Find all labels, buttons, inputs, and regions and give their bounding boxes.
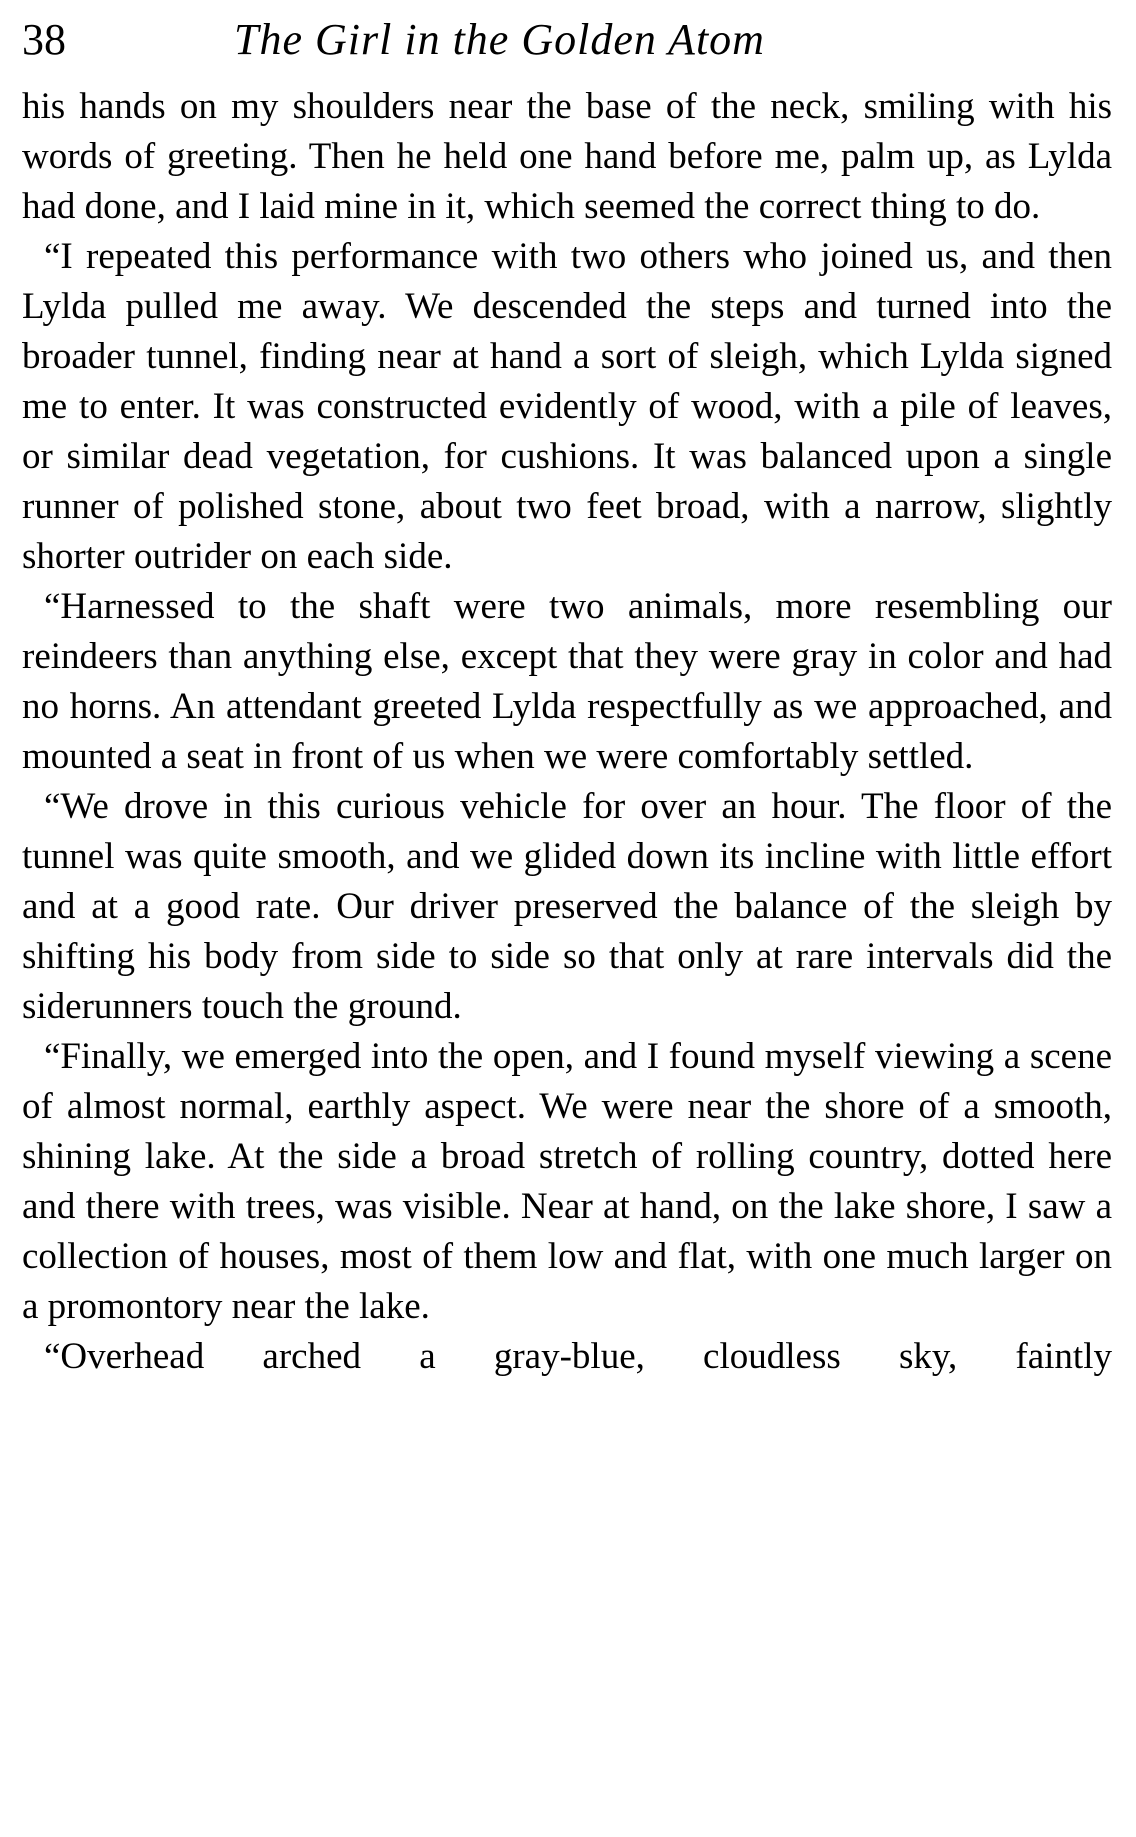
paragraph: “Finally, we emerged into the open, and I found myself viewing a scene of almost normal, earthly aspect. We were near the shore of a smooth, shining lake. At the side a broad stretch of rolling country, dotted here and there with trees, was visible. Near at hand, on the lake shore, I saw a collection of houses, most of them low and flat, with one much larger on a promontory near the lake.: [22, 1036, 1112, 1327]
page-number: 38: [22, 15, 66, 64]
running-head: [22, 16, 1112, 82]
body-text: [22, 82, 1112, 1382]
book-page: [22, 16, 1112, 1382]
paragraph: his hands on my shoulders near the base of the neck, smiling with his words of greeting. Then he held one hand before me, palm up, as Lylda had done, and I laid mine in it, which seemed the correct thing to do.: [22, 86, 1112, 227]
paragraph: “We drove in this curious vehicle for over an hour. The floor of the tunnel was quite smooth, and we glided down its incline with little effort and at a good rate. Our driver preserved the balance of the sleigh by shifting his body from side to side so that only at rare intervals did the siderunners touch the ground.: [22, 786, 1112, 1027]
paragraph: “I repeated this performance with two others who joined us, and then Lylda pulled me away. We descended the steps and turned into the broader tunnel, finding near at hand a sort of sleigh, which Lylda signed me to enter. It was constructed evidently of wood, with a pile of leaves, or similar dead vegetation, for cushions. It was balanced upon a single runner of polished stone, about two feet broad, with a narrow, slightly shorter outrider on each side.: [22, 236, 1112, 577]
running-title: The Girl in the Golden Atom: [234, 15, 765, 64]
paragraph: “Overhead arched a gray-blue, cloudless sky, faintly: [44, 1336, 1112, 1377]
paragraph: “Harnessed to the shaft were two animals, more resembling our reindeers than anything else, except that they were gray in color and had no horns. An attendant greeted Lylda respectfully as we approached, and mounted a seat in front of us when we were comfortably settled.: [22, 586, 1112, 777]
